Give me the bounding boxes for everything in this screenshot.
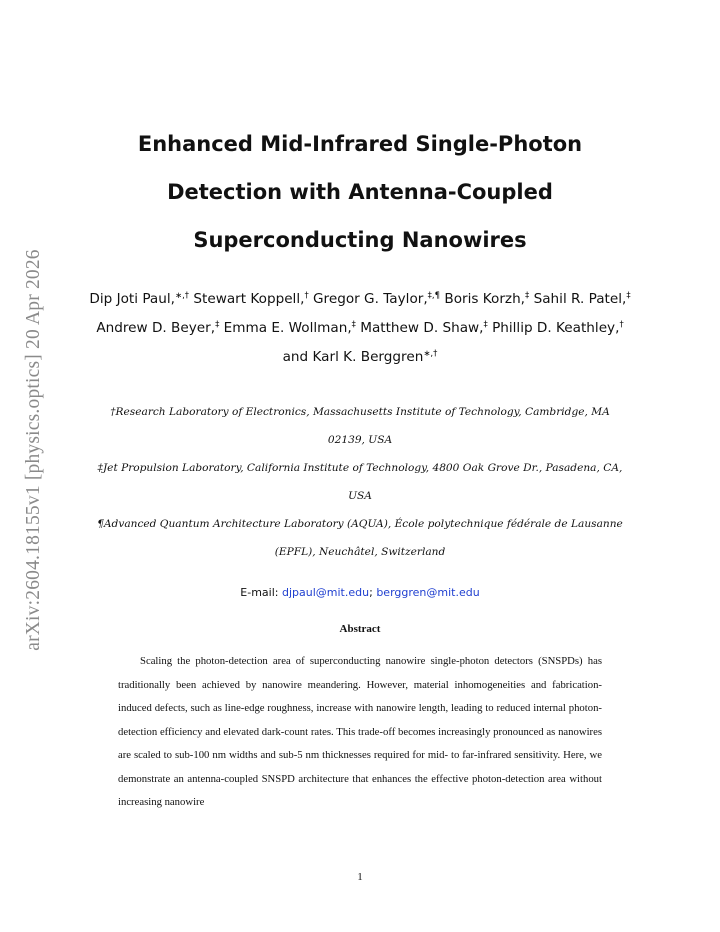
paper-title: Enhanced Mid-Infrared Single-Photon Detection with Antenna-Coupled Superconducting Nanowires — [137, 132, 583, 252]
author: Boris Korzh,‡ — [444, 291, 530, 307]
author: and Karl K. Berggren∗,† — [282, 349, 438, 365]
author: Andrew D. Beyer,‡ — [96, 320, 220, 336]
email-separator: ; — [369, 586, 373, 599]
author: Emma E. Wollman,‡ — [223, 320, 356, 336]
affiliation-jpl: ‡Jet Propulsion Laboratory, California Institute of Technology, 4800 Oak Grove Dr., Pasadena, CA, USA — [97, 462, 623, 502]
author: Stewart Koppell,† — [193, 291, 309, 307]
arxiv-identifier-text: arXiv:2604.18155v1 [physics.optics] 20 Apr 2026 — [23, 249, 45, 651]
abstract-heading: Abstract — [339, 623, 381, 635]
author: Matthew D. Shaw,‡ — [360, 320, 488, 336]
email-link-paul[interactable]: djpaul@mit.edu — [282, 586, 370, 599]
email-link-berggren[interactable]: berggren@mit.edu — [376, 586, 480, 599]
abstract-text: Scaling the photon-detection area of superconducting nanowire single-photon detectors (SNSPDs) has traditionally been achieved by nanowire meandering. However, material inhomogeneities and fabrication-induced defects, such as line-edge roughness, increase with nanowire length, leading to reduced internal photon-detection efficiency and elevated dark-count rates. This trade-off becomes increasingly pronounced as nanowires are scaled to sub-100 nm widths and sub-5 nm thicknesses required for mid- to far-infrared sensitivity. Here, we demonstrate an antenna-coupled SNSPD architecture that enhances the effective photon-detection area without increasing nanowire — [118, 655, 602, 808]
author-list — [88, 285, 632, 372]
page-number: 1 — [357, 871, 363, 883]
affiliation-list — [92, 398, 628, 566]
author: Sahil R. Patel,‡ — [533, 291, 631, 307]
contact-email — [80, 584, 640, 602]
author: Gregor G. Taylor,‡,¶ — [313, 291, 441, 307]
affiliation-mit: †Research Laboratory of Electronics, Massachusetts Institute of Technology, Cambridge, MA 02139, USA — [110, 406, 610, 446]
email-label: E-mail: — [240, 586, 279, 599]
author: Phillip D. Keathley,† — [492, 320, 624, 336]
arxiv-identifier-stamp — [22, 215, 46, 685]
author: Dip Joti Paul,∗,† — [89, 291, 190, 307]
affiliation-epfl: ¶Advanced Quantum Architecture Laboratory (AQUA), École polytechnique fédérale de Lausanne (EPFL), Neuchâtel, Switzerland — [97, 518, 623, 558]
